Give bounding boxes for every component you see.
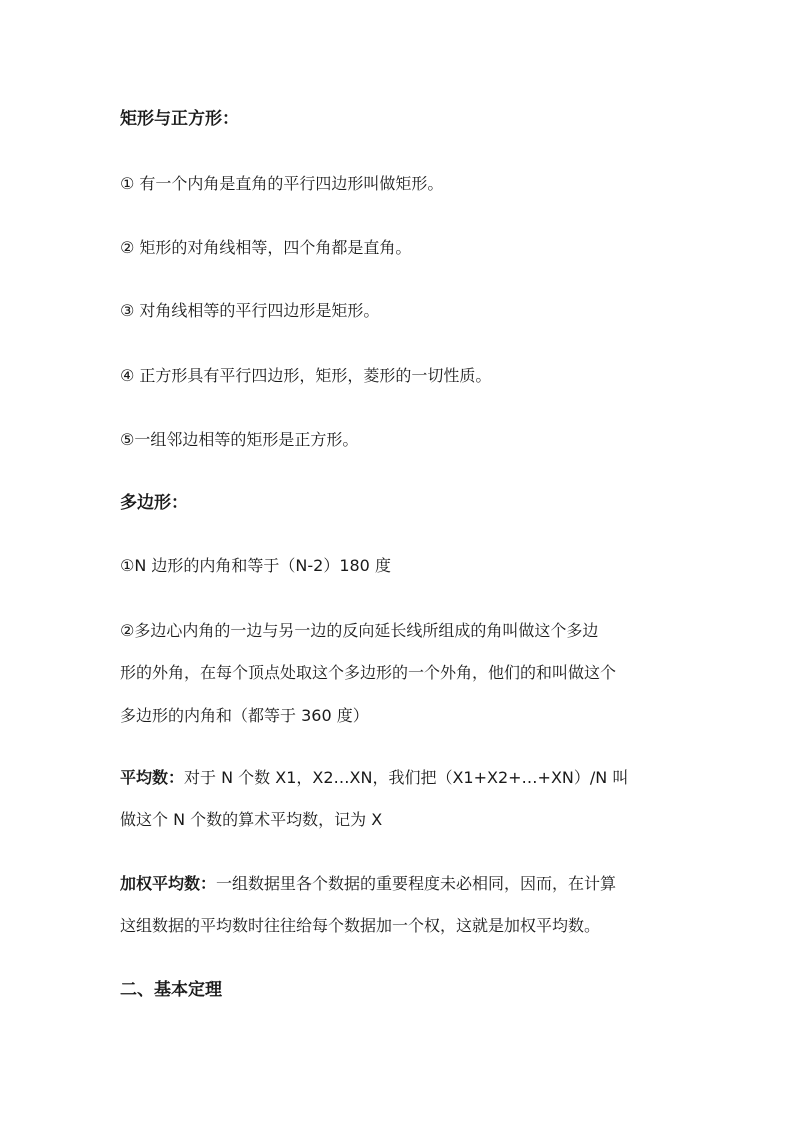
- polygon-item-1: ①N 边形的内角和等于（N-2）180 度: [120, 556, 391, 575]
- mean-line-2: 做这个 N 个数的算术平均数，记为 X: [120, 810, 383, 829]
- rect-item-5: ⑤一组邻边相等的矩形是正方形。: [120, 430, 359, 449]
- section-title-basic-theorems: 二、基本定理: [120, 980, 222, 1000]
- weighted-mean-definition-1: 一组数据里各个数据的重要程度未必相同，因而，在计算: [216, 874, 617, 893]
- weighted-mean-term: 加权平均数：: [120, 874, 217, 893]
- polygon-item-2-line-1: ②多边心内角的一边与另一边的反向延长线所组成的角叫做这个多边: [120, 621, 599, 640]
- mean-line-1: [120, 766, 680, 790]
- rect-item-4: ④ 正方形具有平行四边形，矩形，菱形的一切性质。: [120, 366, 492, 385]
- section-title-rectangle-square: 矩形与正方形：: [120, 109, 239, 129]
- section-title-polygon: 多边形：: [120, 493, 188, 513]
- mean-term: 平均数：: [120, 768, 185, 787]
- weighted-mean-line-1: [120, 872, 680, 896]
- rect-item-1: ① 有一个内角是直角的平行四边形叫做矩形。: [120, 174, 444, 193]
- mean-definition-1: 对于 N 个数 X1，X2…XN，我们把（X1+X2+…+XN）/N 叫: [184, 768, 629, 787]
- polygon-item-2-line-3: 多边形的内角和（都等于 360 度）: [120, 706, 369, 725]
- rect-item-3: ③ 对角线相等的平行四边形是矩形。: [120, 301, 380, 320]
- weighted-mean-line-2: 这组数据的平均数时往往给每个数据加一个权，这就是加权平均数。: [120, 916, 601, 935]
- polygon-item-2-line-2: 形的外角，在每个顶点处取这个多边形的一个外角，他们的和叫做这个: [120, 663, 617, 682]
- rect-item-2: ② 矩形的对角线相等，四个角都是直角。: [120, 238, 412, 257]
